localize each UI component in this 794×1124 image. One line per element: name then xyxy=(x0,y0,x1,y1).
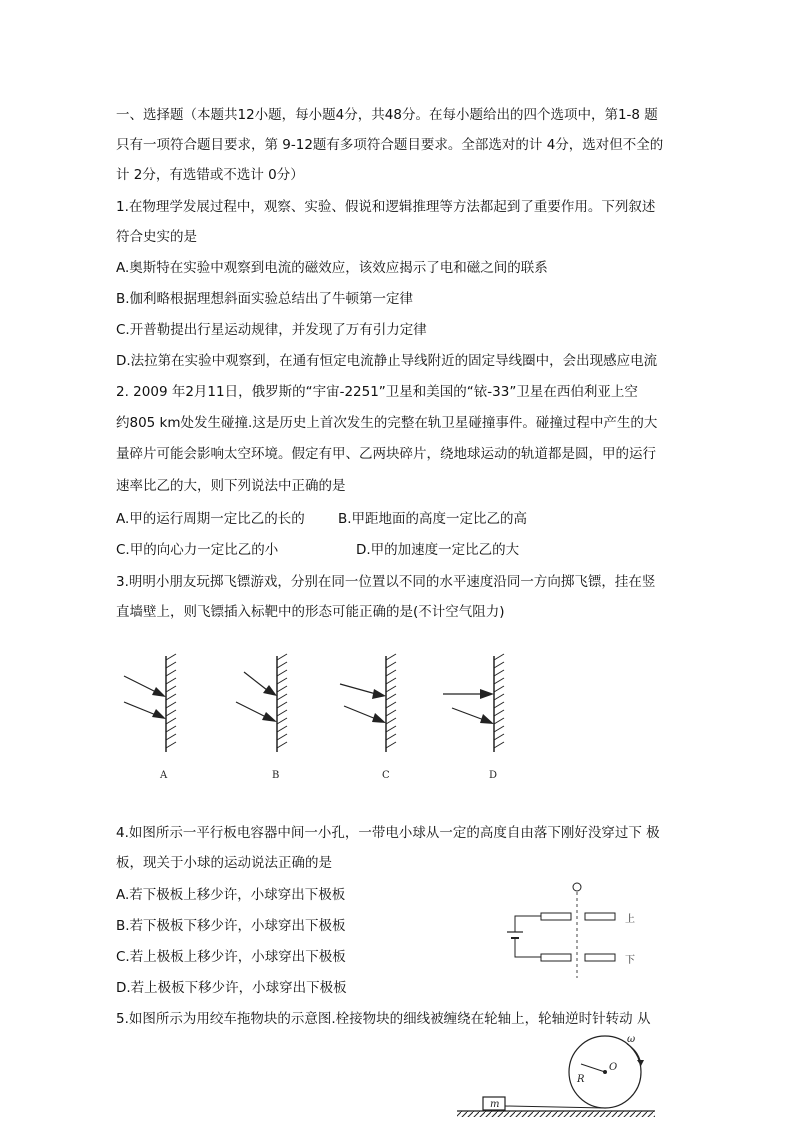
section-heading-line-1: 一、选择题（本题共12小题，每小题4分，共48分。在每小题给出的四个选项中，第1-8 题 xyxy=(116,107,658,123)
dart-a-2 xyxy=(124,702,156,715)
figure-label-d: D xyxy=(489,770,498,781)
q2-option-d: D.甲的加速度一定比乙的大 xyxy=(356,542,520,558)
q2-stem-line-3: 量碎片可能会影响太空环境。假定有甲、乙两块碎片，绕地球运动的轨道都是圆，甲的运行 xyxy=(116,446,656,462)
wall-d xyxy=(443,654,504,752)
omega-label: ω xyxy=(627,1034,636,1045)
section-heading-line-2: 只有一项符合题目要求，第 9-12题有多项符合题目要求。全部选对的计 4分，选对但不全的 xyxy=(116,137,664,153)
q5-winch-figure xyxy=(455,1034,665,1119)
charged-ball xyxy=(573,883,581,891)
q4-option-d: D.若上极板下移少许，小球穿出下极板 xyxy=(116,980,347,996)
dart-a-1 xyxy=(124,676,156,692)
dart-d-2 xyxy=(452,708,484,720)
dart-b-2 xyxy=(236,702,266,717)
radius-label: R xyxy=(577,1074,585,1085)
q3-stem-line-2: 直墙壁上，则飞镖插入标靶中的形态可能正确的是(不计空气阻力) xyxy=(116,604,505,620)
center-label: O xyxy=(609,1062,618,1073)
q2-option-c: C.甲的向心力一定比乙的小 xyxy=(116,542,279,558)
q2-stem-line-1: 2. 2009 年2月11日，俄罗斯的“宇宙-2251”卫星和美国的“铱-33”卫星在西伯利亚上空 xyxy=(116,384,638,400)
section-heading-line-3: 计 2分，有选错或不选计 0分） xyxy=(116,167,304,183)
q3-stem-line-1: 3.明明小朋友玩掷飞镖游戏，分别在同一位置以不同的水平速度沿同一方向掷飞镖，挂在竖 xyxy=(116,574,656,590)
q4-stem-line-1: 4.如图所示一平行板电容器中间一小孔，一带电小球从一定的高度自由落下刚好没穿过下 极 xyxy=(116,825,660,841)
wall-c xyxy=(340,654,396,752)
lower-plate-label: 下 xyxy=(625,955,635,966)
q5-stem-line-1: 5.如图所示为用绞车拖物块的示意图.栓接物块的细线被缠绕在轮轴上，轮轴逆时针转动 从 xyxy=(116,1011,651,1027)
mass-label: m xyxy=(490,1099,500,1110)
q4-capacitor-figure xyxy=(505,880,665,990)
q3-dart-figure xyxy=(0,650,794,790)
figure-label-b: B xyxy=(272,770,280,781)
q1-option-c: C.开普勒提出行星运动规律，并发现了万有引力定律 xyxy=(116,322,427,338)
q2-stem-line-4: 速率比乙的大，则下列说法中正确的是 xyxy=(116,478,346,494)
q2-option-b: B.甲距地面的高度一定比乙的高 xyxy=(338,511,528,527)
figure-label-a: A xyxy=(160,770,168,781)
q1-option-a: A.奥斯特在实验中观察到电流的磁效应，该效应揭示了电和磁之间的联系 xyxy=(116,260,548,276)
dart-c-2 xyxy=(344,706,376,719)
q4-stem-line-2: 板，现关于小球的运动说法正确的是 xyxy=(116,855,332,871)
q1-stem-line-2: 符合史实的是 xyxy=(116,229,197,245)
string xyxy=(505,1106,605,1108)
q2-stem-line-2: 约805 km处发生碰撞.这是历史上首次发生的完整在轨卫星碰撞事件。碰撞过程中产生的大 xyxy=(116,415,658,431)
q4-option-c: C.若上极板上移少许，小球穿出下极板 xyxy=(116,949,346,965)
q4-option-a: A.若下极板上移少许，小球穿出下极板 xyxy=(116,887,346,903)
upper-plate xyxy=(541,913,571,920)
dart-b-1 xyxy=(244,672,267,690)
q1-option-d: D.法拉第在实验中观察到，在通有恒定电流静止导线附近的固定导线圈中，会出现感应电流 xyxy=(116,353,658,369)
q4-option-b: B.若下极板下移少许，小球穿出下极板 xyxy=(116,918,346,934)
q2-option-a: A.甲的运行周期一定比乙的长的 xyxy=(116,511,305,527)
wall-b xyxy=(236,654,287,752)
upper-plate-label: 上 xyxy=(625,914,635,925)
wall-a xyxy=(124,654,176,752)
dart-c-1 xyxy=(340,684,376,694)
lower-plate xyxy=(541,954,571,961)
q1-option-b: B.伽利略根据理想斜面实验总结出了牛顿第一定律 xyxy=(116,291,414,307)
q1-stem-line-1: 1.在物理学发展过程中，观察、实验、假说和逻辑推理等方法都起到了重要作用。下列叙述 xyxy=(116,199,656,215)
figure-label-c: C xyxy=(382,770,390,781)
